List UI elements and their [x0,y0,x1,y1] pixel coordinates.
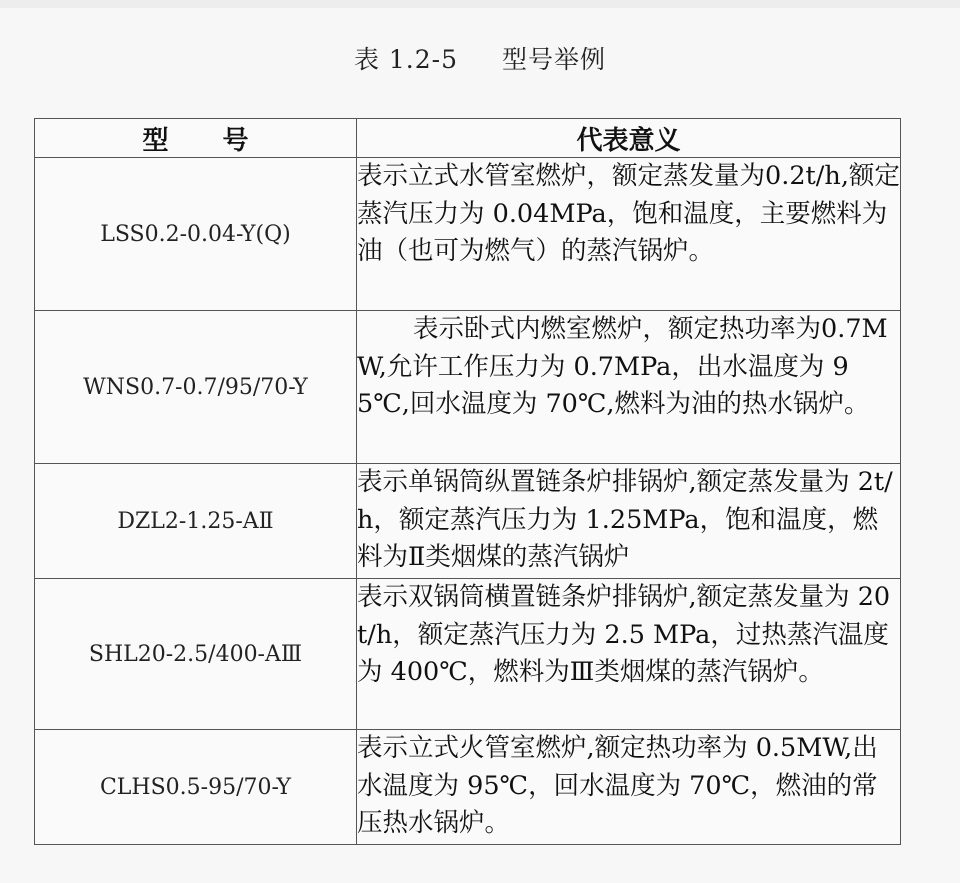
table-caption [0,40,960,76]
header-model: 型号 [35,119,357,158]
table-row [35,158,901,311]
header-row [35,119,901,158]
model-code: SHL20-2.5/400-AⅢ [35,579,357,730]
model-code: WNS0.7-0.7/95/70-Y [35,311,357,464]
model-meaning: 表示立式水管室燃炉，额定蒸发量为0.2t/h,额定蒸汽压力为 0.04MPa，饱和温度，主要燃料为油（也可为燃气）的蒸汽锅炉。 [357,158,901,311]
model-code: DZL2-1.25-AⅡ [35,464,357,579]
model-code: LSS0.2-0.04-Y(Q) [35,158,357,311]
table-number: 表 1.2-5 [353,45,459,74]
model-meaning [357,311,901,464]
table-row [35,730,901,845]
model-code: CLHS0.5-95/70-Y [35,730,357,845]
model-meaning: 表示单锅筒纵置链条炉排锅炉,额定蒸发量为 2t/h，额定蒸汽压力为 1.25MPa，饱和温度，燃料为Ⅱ类烟煤的蒸汽锅炉 [357,464,901,579]
header-meaning: 代表意义 [357,119,901,158]
table-row [35,311,901,464]
model-meaning-text: 表示卧式内燃室燃炉，额定热功率为0.7MW,允许工作压力为 0.7MPa，出水温度为 95℃,回水温度为 70℃,燃料为油的热水锅炉。 [357,314,888,419]
table-row [35,579,901,730]
model-meaning: 表示立式火管室燃炉,额定热功率为 0.5MW,出水温度为 95℃，回水温度为 70℃，燃油的常压热水锅炉。 [357,730,901,845]
table-row [35,464,901,579]
top-strip [0,0,960,8]
model-examples-table [34,118,901,845]
model-meaning: 表示双锅筒横置链条炉排锅炉,额定蒸发量为 20t/h，额定蒸汽压力为 2.5 MPa，过热蒸汽温度为 400℃，燃料为Ⅲ类烟煤的蒸汽锅炉。 [357,579,901,730]
table-title: 型号举例 [502,45,607,74]
